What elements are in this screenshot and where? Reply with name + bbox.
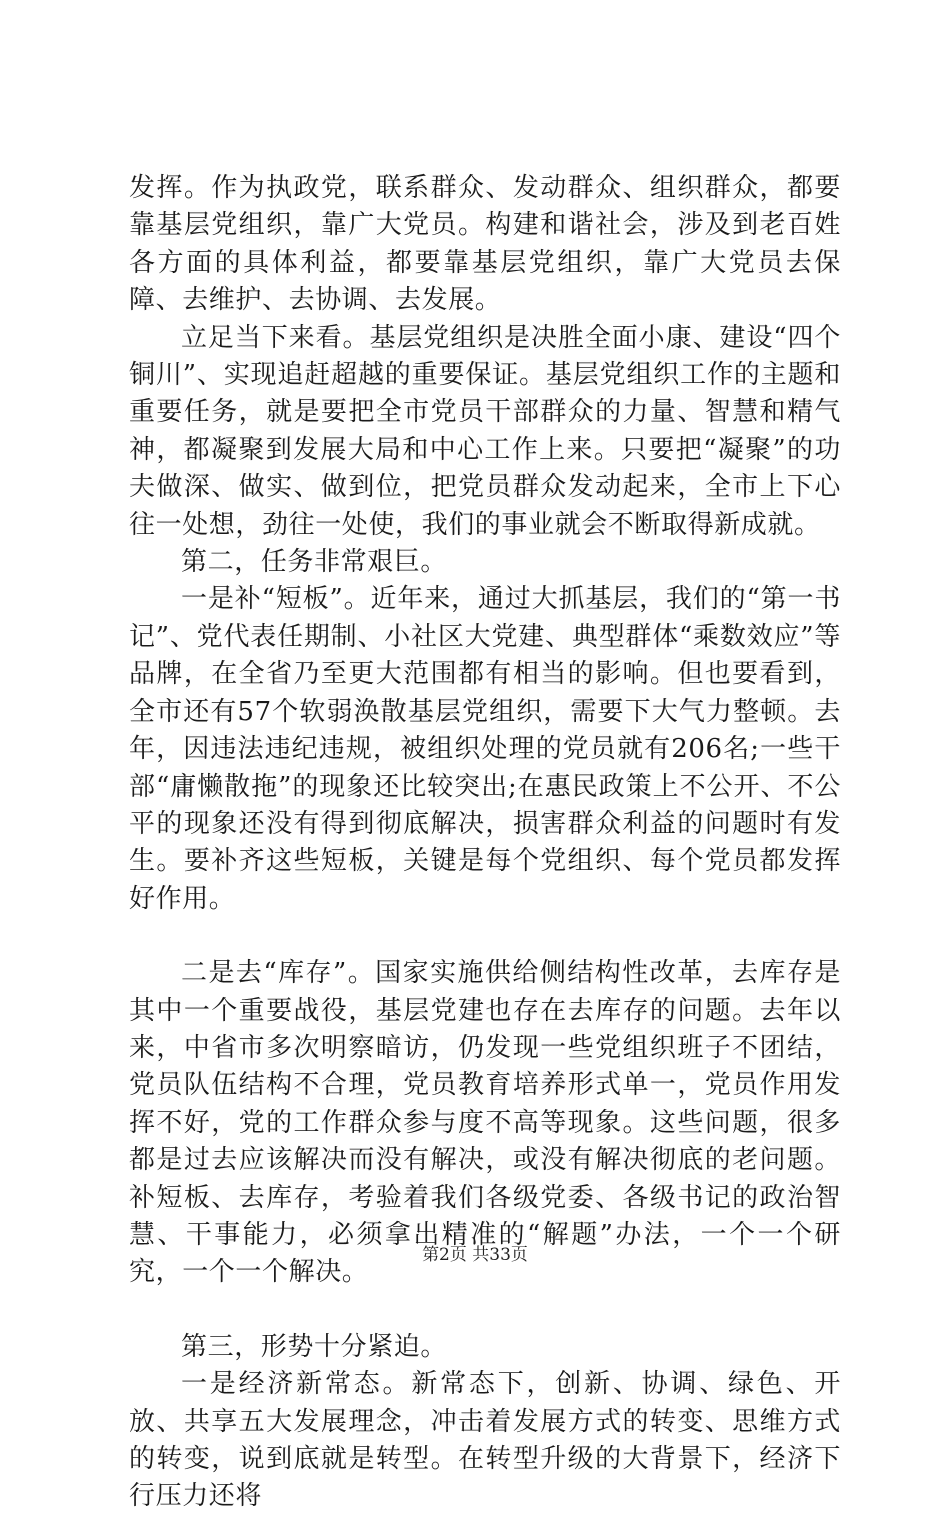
page-number-footer: 第2页 共33页: [422, 1245, 528, 1265]
paragraph-short-board: 一是补“短板”。近年来，通过大抓基层，我们的“第一书记”、党代表任期制、小社区大党建、典型群体“乘数效应”等品牌，在全省乃至更大范围都有相当的影响。但也要看到，全市还有57个软弱涣散基层党组织，需要下大气力整顿。去年，因违法违纪违规，被组织处理的党员就有206名;一些干部“庸懒散拖”的现象还比较突出;在惠民政策上不公开、不公平的现象还没有得到彻底解决，损害群众利益的问题时有发生。要补齐这些短板，关键是每个党组织、每个党员都发挥好作用。: [129, 584, 841, 914]
section-heading-second: 第二，任务非常艰巨。: [181, 547, 448, 578]
paragraph-current-view: 立足当下来看。基层党组织是决胜全面小康、建设“四个铜川”、实现追赶超越的重要保证。基层党组织工作的主题和重要任务，就是要把全市党员干部群众的力量、智慧和精气神，都凝聚到发展大局和中心工作上来。只要把“凝聚”的功夫做深、做实、做到位，把党员群众发动起来，全市上下心往一处想，劲往一处使，我们的事业就会不断取得新成就。: [129, 322, 841, 540]
section-heading-third: 第三，形势十分紧迫。: [181, 1331, 448, 1362]
paragraph-inventory: 二是去“库存”。国家实施供给侧结构性改革，去库存是其中一个重要战役，基层党建也存在去库存的问题。去年以来，中省市多次明察暗访，仍发现一些党组织班子不团结，党员队伍结构不合理，党员教育培养形式单一，党员作用发挥不好，党的工作群众参与度不高等现象。这些问题，很多都是过去应该解决而没有解决，或没有解决彻底的老问题。补短板、去库存，考验着我们各级党委、各级书记的政治智慧、干事能力，必须拿出精准的“解题”办法，一个一个研究，一个一个解决。: [129, 958, 841, 1288]
paragraph-continuation: 发挥。作为执政党，联系群众、发动群众、组织群众，都要靠基层党组织，靠广大党员。构建和谐社会，涉及到老百姓各方面的具体利益，都要靠基层党组织，靠广大党员去保障、去维护、去协调、去发展。: [129, 173, 841, 316]
paragraph-new-normal: 一是经济新常态。新常态下，创新、协调、绿色、开放、共享五大发展理念，冲击着发展方式的转变、思维方式的转变，说到底就是转型。在转型升级的大背景下，经济下行压力还将: [129, 1369, 841, 1512]
document-body: [129, 170, 841, 1516]
